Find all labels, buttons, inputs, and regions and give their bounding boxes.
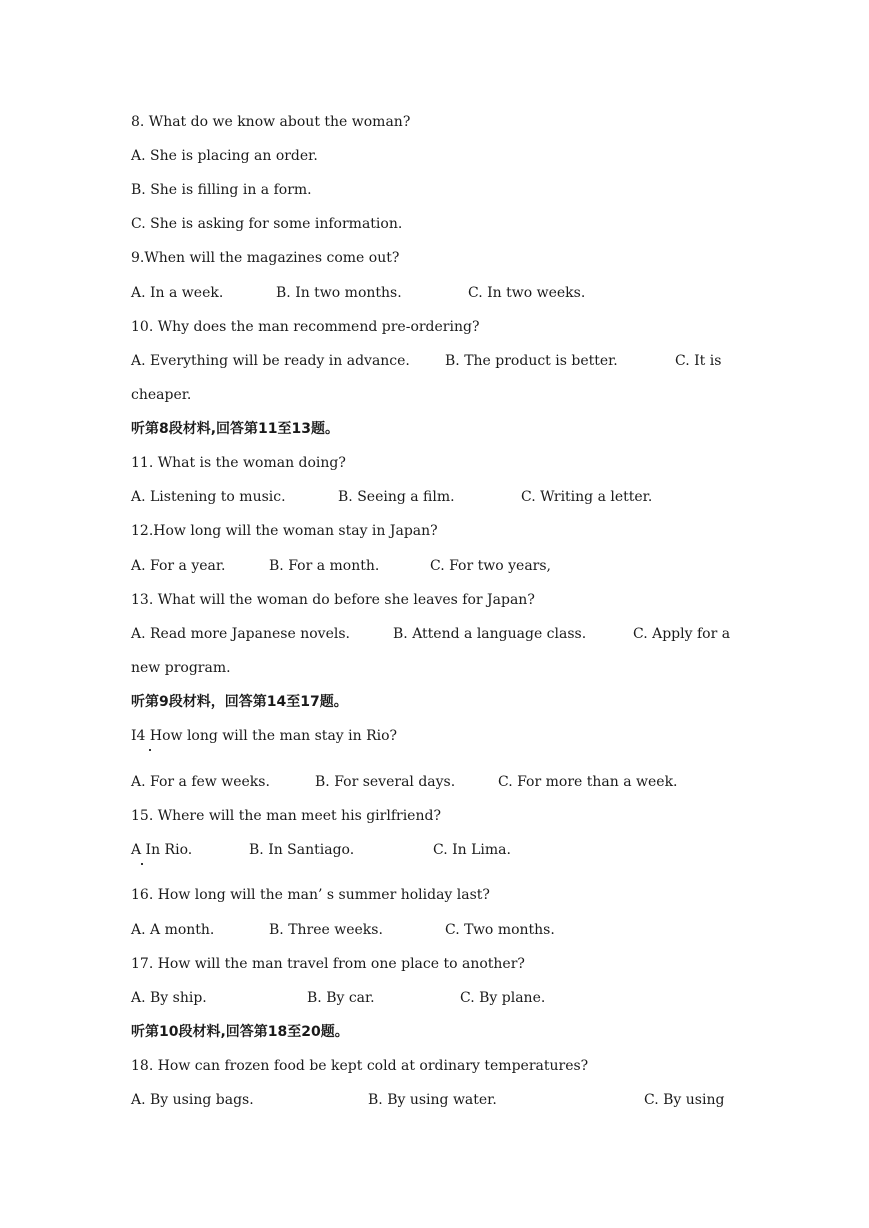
- q17-option-b: B. By car.: [307, 990, 375, 1006]
- q12-option-c: C. For two years,: [430, 558, 551, 574]
- question-12: 12.How long will the woman stay in Japan?: [131, 523, 438, 539]
- question-18: 18. How can frozen food be kept cold at ordinary temperatures?: [131, 1058, 589, 1074]
- section-10-heading: 听第10段材料,回答第18至20题。: [131, 1024, 349, 1040]
- q18-option-b: B. By using water.: [368, 1092, 497, 1108]
- question-14: I4 How long will the man stay in Rio?: [131, 728, 398, 744]
- q13-option-c: C. Apply for a: [633, 626, 731, 642]
- question-16: 16. How long will the man’ s summer holiday last?: [131, 887, 490, 903]
- question-17: 17. How will the man travel from one place to another?: [131, 956, 525, 972]
- question-8: 8. What do we know about the woman?: [131, 114, 411, 130]
- q12-option-a: A. For a year.: [131, 558, 226, 574]
- q15-option-a: A In Rio.: [131, 842, 193, 858]
- question-9: 9.When will the magazines come out?: [131, 250, 400, 266]
- question-15: 15. Where will the man meet his girlfriend?: [131, 808, 441, 824]
- q16-option-b: B. Three weeks.: [269, 922, 383, 938]
- q18-option-c: C. By using: [644, 1092, 725, 1108]
- q15-option-c: C. In Lima.: [433, 842, 511, 858]
- q10-option-c: C. It is: [675, 353, 722, 369]
- q9-option-b: B. In two months.: [276, 285, 402, 301]
- q10-option-c-continued: cheaper.: [131, 387, 192, 403]
- q10-option-b: B. The product is better.: [445, 353, 618, 369]
- q11-option-b: B. Seeing a film.: [338, 489, 455, 505]
- q8-option-c: C. She is asking for some information.: [131, 216, 403, 232]
- q12-option-b: B. For a month.: [269, 558, 380, 574]
- q14-option-b: B. For several days.: [315, 774, 456, 790]
- question-13: 13. What will the woman do before she leaves for Japan?: [131, 592, 535, 608]
- q11-option-a: A. Listening to music.: [131, 489, 286, 505]
- q13-option-b: B. Attend a language class.: [393, 626, 587, 642]
- q10-option-a: A. Everything will be ready in advance.: [131, 353, 410, 369]
- q16-option-a: A. A month.: [131, 922, 215, 938]
- q14-option-a: A. For a few weeks.: [131, 774, 270, 790]
- q14-option-c: C. For more than a week.: [498, 774, 678, 790]
- q15-option-b: B. In Santiago.: [249, 842, 355, 858]
- q9-option-c: C. In two weeks.: [468, 285, 586, 301]
- section-9-heading: 听第9段材料，回答第14至17题。: [131, 694, 348, 710]
- stray-dot: [149, 749, 151, 751]
- question-11: 11. What is the woman doing?: [131, 455, 346, 471]
- q16-option-c: C. Two months.: [445, 922, 555, 938]
- q11-option-c: C. Writing a letter.: [521, 489, 653, 505]
- q17-option-a: A. By ship.: [131, 990, 207, 1006]
- q13-option-a: A. Read more Japanese novels.: [131, 626, 350, 642]
- q8-option-b: B. She is filling in a form.: [131, 182, 312, 198]
- q9-option-a: A. In a week.: [131, 285, 224, 301]
- section-8-heading: 听第8段材料,回答第11至13题。: [131, 421, 340, 437]
- q8-option-a: A. She is placing an order.: [131, 148, 318, 164]
- q17-option-c: C. By plane.: [460, 990, 546, 1006]
- stray-dot: [141, 863, 143, 865]
- q13-option-c-continued: new program.: [131, 660, 231, 676]
- question-10: 10. Why does the man recommend pre-ordering?: [131, 319, 480, 335]
- q18-option-a: A. By using bags.: [131, 1092, 254, 1108]
